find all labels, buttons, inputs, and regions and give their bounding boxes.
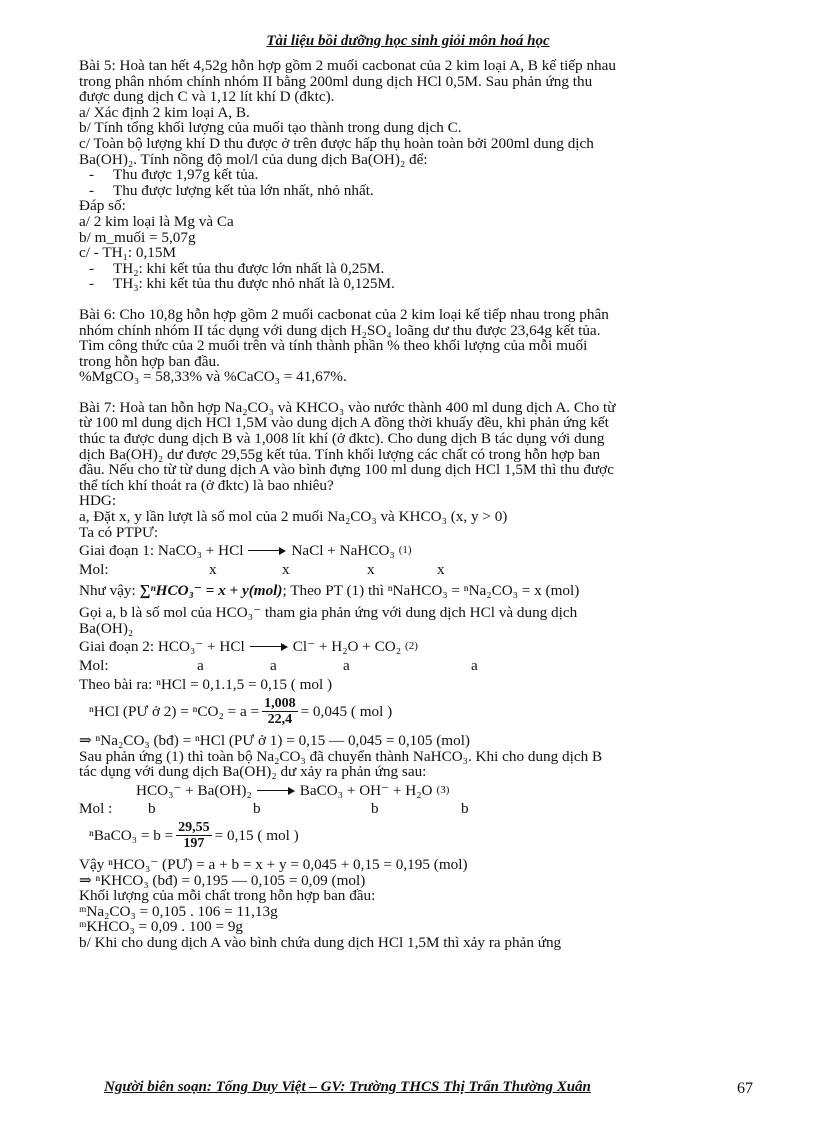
- equation-tag: (1): [398, 544, 412, 557]
- text-line: trong phân nhóm chính nhóm II bằng 200ml dung dịch HCl 0,5M. Sau phản ứng thu: [79, 72, 593, 90]
- mol-value: x: [437, 560, 445, 578]
- hcl-fraction-line: [79, 696, 759, 727]
- text-line: Tìm công thức của 2 muối trên và tính thành phần % theo khối lượng của mỗi muối: [79, 337, 588, 355]
- mol-label: Mol :: [79, 800, 113, 818]
- formula-left: ⁿBaCO₃ = b =: [89, 826, 174, 844]
- text-rest: ; Theo PT (1) thì ⁿNaHCO₃ = ⁿNa₂CO₃ = x (mol): [282, 582, 580, 600]
- numerator: 1,008: [264, 695, 296, 711]
- mol-value: b: [253, 800, 261, 818]
- text-line: ᵐNa₂CO₃ = 0,105 . 106 = 11,13g: [79, 902, 278, 920]
- list-item: - TH₃: khi kết tủa thu được nhỏ nhất là 0,125M.: [89, 275, 395, 293]
- mol-label: Mol:: [79, 656, 109, 674]
- text-line: a, Đặt x, y lần lượt là số mol của 2 muối Na₂CO₃ và KHCO₃ (x, y > 0): [79, 508, 508, 526]
- mol-value: x: [209, 560, 217, 578]
- mol-row-3: [79, 801, 759, 817]
- mol-value: a: [270, 656, 277, 674]
- text-line: tác dụng với dung dịch Ba(OH)₂ dư xảy ra phản ứng sau:: [79, 763, 427, 781]
- text-line: b/ Tính tổng khối lượng của muối tạo thành trong dung dịch C.: [79, 119, 462, 137]
- problem-6: [79, 307, 759, 385]
- equation-reactants: HCO₃⁻ + HCl: [157, 638, 245, 656]
- document-body: [79, 58, 759, 951]
- page-number: 67: [737, 1080, 753, 1097]
- text-line: Sau phản ứng (1) thì toàn bộ Na₂CO₃ đã chuyển thành NaHCO₃. Khi cho dung dịch B: [79, 747, 603, 765]
- text-line: b/ Khi cho dung dịch A vào bình chứa dung dịch HCl 1,5M thì xảy ra phản ứng: [79, 933, 562, 951]
- mol-value: x: [282, 560, 290, 578]
- text-line: Bài 5: Hoà tan hết 4,52g hỗn hợp gồm 2 muối cacbonat của 2 kim loại A, B kế tiếp nhau: [79, 57, 616, 74]
- text-line: HDG:: [79, 492, 117, 510]
- equation-3: [79, 783, 759, 799]
- numerator: 29,55: [178, 819, 210, 835]
- answer-line: b/ m_muối = 5,07g: [79, 228, 196, 246]
- mol-value: b: [461, 800, 469, 818]
- list-item: - Thu được lượng kết tủa lớn nhất, nhỏ nhất.: [89, 181, 374, 199]
- reaction-arrow-icon: [250, 643, 288, 651]
- formula-left: ⁿHCl (PƯ ở 2) = ⁿCO₂ = a =: [89, 702, 260, 720]
- text-line: Ba(OH)₂: [79, 619, 134, 637]
- problem-7: [79, 400, 759, 951]
- list-item: - Thu được 1,97g kết tủa.: [89, 166, 259, 184]
- page-header: Tài liệu bồi dưỡng học sinh giỏi môn hoá học: [266, 33, 550, 49]
- equation-reactants: NaCO₃ + HCl: [157, 542, 244, 560]
- list-item-text: TH₃: khi kết tủa thu được nhỏ nhất là 0,125M.: [113, 275, 395, 293]
- formula-right: = 0,045 ( mol ): [300, 702, 393, 720]
- answer-line: c/ - TH₁: 0,15M: [79, 244, 176, 262]
- list-item-text: Thu được lượng kết tủa lớn nhất, nhỏ nhất.: [113, 181, 374, 199]
- text-line: Khối lượng của mỗi chất trong hỗn hợp ban đầu:: [79, 887, 376, 905]
- mol-value: a: [343, 656, 350, 674]
- equation-2: [79, 639, 759, 655]
- text-lead: Như vậy:: [79, 582, 136, 600]
- mol-label: Mol:: [79, 560, 109, 578]
- text-line: đầu. Nếu cho từ từ dung dịch A vào bình đựng 100 ml dung dịch HCl 1,5M thì thu được: [79, 461, 614, 479]
- mol-value: a: [197, 656, 204, 674]
- equation-label: Giai đoạn 2:: [79, 638, 155, 656]
- sum-formula: ∑ⁿHCO₃⁻ = x + y(mol): [139, 582, 283, 600]
- text-line: ᵐKHCO₃ = 0,09 . 100 = 9g: [79, 918, 244, 936]
- text-line: %MgCO₃ = 58,33% và %CaCO₃ = 41,67%.: [79, 368, 347, 386]
- text-line: Gọi a, b là số mol của HCO₃⁻ tham gia phản ứng với dung dịch HCl và dung dịch: [79, 604, 578, 621]
- text-line: được dung dịch C và 1,12 lít khí D (đktc).: [79, 88, 335, 106]
- mol-value: x: [367, 560, 375, 578]
- equation-tag: (3): [436, 783, 450, 796]
- mol-value: a: [471, 656, 478, 674]
- text-line: từ 100 ml dung dịch HCl 1,5M vào dung dịch A đồng thời khuấy đều, khi phản ứng kết: [79, 414, 609, 432]
- text-line: dịch Ba(OH)₂ dư được 29,55g kết tủa. Tính khối lượng các chất có trong hỗn hợp ban: [79, 445, 601, 463]
- text-line: ⇒ ⁿNa₂CO₃ (bđ) = ⁿHCl (PƯ ở 1) = 0,15 — 0,045 = 0,105 (mol): [79, 731, 470, 749]
- text-line: Bài 6: Cho 10,8g hỗn hợp gồm 2 muối cacbonat của 2 kim loại kế tiếp nhau trong phân: [79, 305, 609, 323]
- text-line: c/ Toàn bộ lượng khí D thu được ở trên được hấp thụ hoàn toàn bởi 200ml dung dịch: [79, 134, 594, 152]
- denominator: 197: [183, 835, 205, 851]
- mol-row-1: [79, 562, 759, 578]
- text-line: Vậy ⁿHCO₃⁻ (PƯ) = a + b = x + y = 0,045 + 0,15 = 0,195 (mol): [79, 855, 468, 873]
- fraction: [262, 696, 298, 727]
- equation-label: Giai đoạn 1:: [79, 542, 155, 560]
- nhu-vay-line: [79, 583, 759, 599]
- text-line: Bài 7: Hoà tan hỗn hợp Na₂CO₃ và KHCO₃ vào nước thành 400 ml dung dịch A. Cho từ: [79, 398, 616, 416]
- equation-products: Cl⁻ + H₂O + CO₂: [292, 638, 402, 656]
- page-footer: Người biên soạn: Tống Duy Việt – GV: Trường THCS Thị Trấn Thường Xuân: [104, 1079, 591, 1095]
- equation-1: [79, 543, 759, 559]
- text-line: thúc ta được dung dịch B và 1,008 lít khí (ở đktc). Cho dung dịch B tác dụng với dung: [79, 430, 605, 448]
- problem-5: [79, 58, 759, 292]
- answer-title: Đáp số:: [79, 197, 126, 215]
- fraction: [176, 820, 212, 851]
- mol-row-2: [79, 658, 759, 674]
- equation-products: BaCO₃ + OH⁻ + H₂O: [299, 781, 433, 799]
- text-line: thể tích khí thoát ra (ở đktc) là bao nhiêu?: [79, 476, 334, 494]
- text-line: Ta có PTPƯ:: [79, 523, 159, 541]
- equation-tag: (2): [405, 640, 418, 653]
- list-item-text: Thu được 1,97g kết tủa.: [113, 166, 259, 184]
- list-item: - TH₂: khi kết tủa thu được lớn nhất là 0,25M.: [89, 259, 385, 277]
- equation-reactants: HCO₃⁻ + Ba(OH)₂: [136, 781, 252, 799]
- text-line: a/ Xác định 2 kim loại A, B.: [79, 103, 250, 121]
- equation-products: NaCl + NaHCO₃: [291, 542, 395, 560]
- mol-value: b: [148, 800, 156, 818]
- text-line: nhóm chính nhóm II tác dụng với dung dịch H₂SO₄ loãng dư thu được 23,64g kết tủa.: [79, 321, 601, 339]
- formula-right: = 0,15 ( mol ): [214, 826, 299, 844]
- text-line: ⇒ ⁿKHCO₃ (bđ) = 0,195 — 0,105 = 0,09 (mol): [79, 871, 366, 889]
- reaction-arrow-icon: [257, 787, 295, 795]
- text-line: Ba(OH)₂. Tính nồng độ mol/l của dung dịch Ba(OH)₂ để:: [79, 150, 428, 168]
- baco3-fraction-line: [79, 820, 759, 851]
- denominator: 22,4: [267, 711, 293, 727]
- answer-line: a/ 2 kim loại là Mg và Ca: [79, 212, 234, 230]
- list-item-text: TH₂: khi kết tủa thu được lớn nhất là 0,25M.: [113, 259, 385, 277]
- reaction-arrow-icon: [248, 547, 286, 555]
- mol-value: b: [371, 800, 379, 818]
- text-line: Theo bài ra: ⁿHCl = 0,1.1,5 = 0,15 ( mol ): [79, 676, 333, 694]
- text-line: trong hỗn hợp ban đầu.: [79, 352, 220, 370]
